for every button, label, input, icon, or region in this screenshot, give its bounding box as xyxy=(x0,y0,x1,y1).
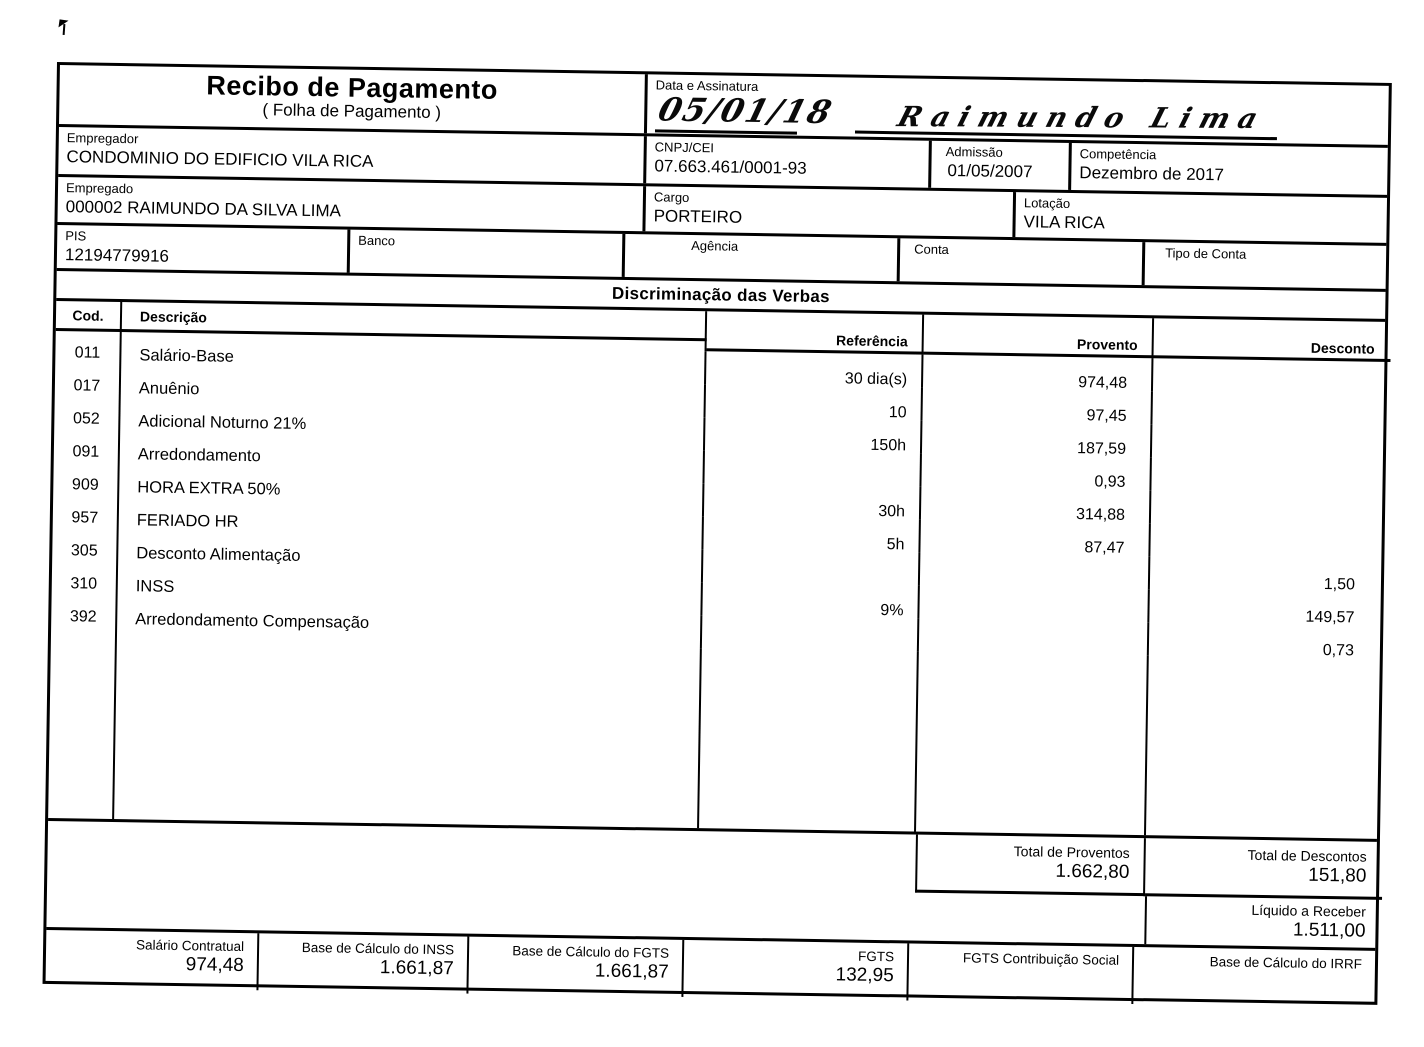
liquido-label: Líquido a Receber xyxy=(1251,901,1366,920)
field-empregador xyxy=(58,127,647,183)
liquido-a-receber xyxy=(1144,896,1382,948)
verba-cod: 011 xyxy=(55,341,122,375)
handwritten-signature: Raimundo Lima xyxy=(893,100,1271,136)
liquido-value: 1.511,00 xyxy=(1292,919,1366,942)
verba-desconto xyxy=(1153,358,1384,395)
fgts-label: FGTS xyxy=(857,948,895,965)
verba-provento: 97,45 xyxy=(922,388,1152,425)
verba-referencia xyxy=(703,549,920,585)
verba-provento: 0,93 xyxy=(921,454,1151,491)
base-calculo-inss xyxy=(258,933,469,993)
tipo-conta-label: Tipo de Conta xyxy=(1165,245,1247,262)
verba-referencia: 9% xyxy=(702,582,919,618)
field-admissao xyxy=(931,141,1072,190)
verba-descricao: Salário-Base xyxy=(121,342,706,384)
cargo-label: Cargo xyxy=(653,189,690,205)
verba-cod: 017 xyxy=(55,374,122,408)
base-fgts-label: Base de Cálculo do FGTS xyxy=(512,943,670,961)
base-inss-label: Base de Cálculo do INSS xyxy=(301,939,455,958)
salario-contratual xyxy=(45,930,259,990)
total-descontos xyxy=(1145,838,1383,900)
verba-referencia: 30 dia(s) xyxy=(706,351,923,387)
verba-desconto xyxy=(1151,490,1382,527)
verba-referencia: 5h xyxy=(703,516,920,552)
total-proventos-value: 1.662,80 xyxy=(1055,860,1130,883)
verba-provento: 314,88 xyxy=(921,487,1151,524)
verba-referencia xyxy=(704,450,921,486)
banco-label: Banco xyxy=(358,232,396,249)
field-banco xyxy=(350,230,626,277)
verba-desconto: 149,57 xyxy=(1305,608,1355,627)
verba-referencia: 150h xyxy=(705,417,922,453)
scan-artifact-mark xyxy=(59,20,69,35)
verba-descricao: HORA EXTRA 50% xyxy=(119,474,704,516)
field-agencia xyxy=(625,234,901,281)
verbas-body xyxy=(48,341,1384,842)
table-filler-row xyxy=(48,638,1380,839)
payslip-document xyxy=(43,62,1392,1005)
col-header-desconto: Desconto xyxy=(1153,318,1391,362)
verba-descricao: INSS xyxy=(117,573,702,615)
verba-provento xyxy=(919,619,1149,656)
verba-cod: 052 xyxy=(54,407,121,441)
verba-desconto: 0,73 xyxy=(1322,641,1355,660)
field-competencia xyxy=(1071,143,1388,195)
verba-desconto: 1,50 xyxy=(1323,575,1356,594)
field-cnpj xyxy=(646,136,932,187)
cnpj-value: 07.663.461/0001-93 xyxy=(654,156,807,179)
verba-descricao: Anuênio xyxy=(121,375,706,417)
admissao-value: 01/05/2007 xyxy=(947,161,1033,182)
verba-referencia: 30h xyxy=(704,483,921,519)
totals-section xyxy=(46,821,1377,948)
field-cargo xyxy=(645,186,1016,237)
verba-cod: 091 xyxy=(54,440,121,474)
field-lotacao xyxy=(1015,192,1387,243)
empregado-value: 000002 RAIMUNDO DA SILVA LIMA xyxy=(65,197,342,221)
col-header-descricao: Descrição xyxy=(122,302,708,351)
verba-desconto xyxy=(1152,424,1383,461)
handwritten-date: 05/01/18 xyxy=(654,90,838,132)
total-proventos xyxy=(915,835,1146,897)
title-cell xyxy=(59,65,648,133)
field-conta xyxy=(900,238,1146,285)
base-fgts-value: 1.661,87 xyxy=(594,960,669,983)
verba-provento xyxy=(919,586,1149,623)
verba-cod: 392 xyxy=(51,605,118,639)
fgts-contribuicao-label: FGTS Contribuição Social xyxy=(962,950,1120,968)
verba-descricao: FERIADO HR xyxy=(118,507,703,549)
admissao-label: Admissão xyxy=(945,143,1003,160)
verba-provento: 187,59 xyxy=(922,421,1152,458)
lotacao-label: Lotação xyxy=(1023,195,1071,211)
agencia-label: Agência xyxy=(691,237,739,254)
base-calculo-irrf xyxy=(1133,947,1375,1008)
fgts xyxy=(683,940,909,1001)
verba-descricao: Arredondamento Compensação xyxy=(117,606,702,648)
base-irrf-label: Base de Cálculo do IRRF xyxy=(1209,954,1363,972)
verba-cod: 310 xyxy=(51,572,118,606)
verba-descricao: Arredondamento xyxy=(120,441,705,483)
empregador-value: CONDOMINIO DO EDIFICIO VILA RICA xyxy=(66,147,374,172)
date-signature-label: Data e Assinatura xyxy=(655,77,759,95)
cargo-value: PORTEIRO xyxy=(653,206,743,228)
verba-provento xyxy=(920,553,1150,590)
salario-contratual-value: 974,48 xyxy=(185,954,244,977)
field-tipo-conta xyxy=(1145,242,1387,289)
verba-desconto xyxy=(1151,457,1382,494)
verba-descricao: Adicional Noturno 21% xyxy=(120,408,705,450)
base-inss-value: 1.661,87 xyxy=(379,957,454,980)
verba-desconto xyxy=(1150,523,1381,560)
empregador-label: Empregador xyxy=(66,130,139,147)
pis-value: 12194779916 xyxy=(64,245,170,267)
verba-referencia: 10 xyxy=(706,384,923,420)
pis-label: PIS xyxy=(65,228,87,244)
conta-label: Conta xyxy=(914,241,949,258)
section-title: Discriminação das Verbas xyxy=(56,271,1385,322)
verba-provento: 974,48 xyxy=(923,355,1153,392)
lotacao-value: VILA RICA xyxy=(1023,212,1106,233)
salario-contratual-label: Salário Contratual xyxy=(135,937,245,955)
verba-desconto xyxy=(1152,391,1383,428)
date-signature-cell xyxy=(647,74,1389,145)
competencia-label: Competência xyxy=(1079,146,1157,163)
col-header-cod: Cod. xyxy=(56,301,123,342)
page-subtitle: ( Folha de Pagamento ) xyxy=(262,100,442,123)
page-title: Recibo de Pagamento xyxy=(206,70,499,105)
verba-referencia xyxy=(702,615,919,651)
col-header-provento: Provento xyxy=(924,315,1155,359)
competencia-value: Dezembro de 2017 xyxy=(1079,163,1225,185)
base-calculo-fgts xyxy=(468,937,684,997)
total-descontos-value: 151,80 xyxy=(1308,864,1367,887)
total-proventos-label: Total de Proventos xyxy=(1013,843,1130,861)
verba-cod: 957 xyxy=(53,506,120,540)
verba-cod: 909 xyxy=(53,473,120,507)
total-descontos-label: Total de Descontos xyxy=(1247,846,1367,865)
fgts-contribuicao-social xyxy=(908,943,1134,1004)
empregado-label: Empregado xyxy=(65,180,134,197)
field-pis xyxy=(57,225,351,273)
verba-provento: 87,47 xyxy=(920,520,1150,557)
fgts-value: 132,95 xyxy=(835,964,894,987)
verba-descricao: Desconto Alimentação xyxy=(118,540,703,582)
col-header-referencia: Referência xyxy=(707,311,925,354)
verba-cod: 305 xyxy=(52,539,119,573)
field-empregado xyxy=(57,177,646,231)
cnpj-label: CNPJ/CEI xyxy=(654,139,715,156)
